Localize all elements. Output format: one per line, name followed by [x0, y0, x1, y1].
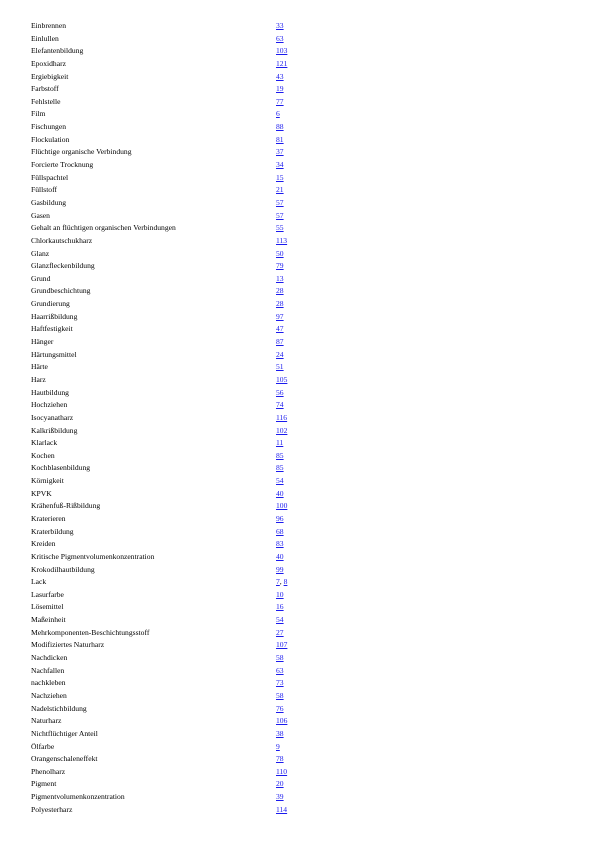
index-term: Kraterbildung — [31, 526, 74, 536]
index-term: Orangenschaleneffekt — [31, 754, 98, 764]
index-entry — [0, 361, 595, 374]
page-link[interactable]: 99 — [276, 564, 284, 574]
index-entry — [0, 778, 595, 791]
index-pages — [276, 273, 284, 286]
page-link[interactable]: 38 — [276, 728, 284, 738]
index-pages — [276, 96, 284, 109]
index-entry — [0, 235, 595, 248]
index-entry — [0, 437, 595, 450]
index-entry — [0, 526, 595, 539]
index-pages — [276, 677, 284, 690]
index-pages — [276, 639, 287, 652]
index-term: KPVK — [31, 488, 52, 498]
index-pages — [276, 146, 284, 159]
index-term: Haftfestigkeit — [31, 324, 73, 334]
index-pages — [276, 450, 284, 463]
index-term: Harz — [31, 374, 46, 384]
index-entry — [0, 71, 595, 84]
index-entry — [0, 627, 595, 640]
index-term: Kritische Pigmentvolumenkonzentration — [31, 551, 155, 561]
index-pages — [276, 804, 287, 817]
page-link[interactable]: 20 — [276, 779, 284, 789]
page-link[interactable]: 19 — [276, 84, 284, 94]
index-entry — [0, 387, 595, 400]
page-link[interactable]: 34 — [276, 160, 284, 170]
index-term: Maßeinheit — [31, 615, 66, 625]
index-entry — [0, 121, 595, 134]
page-link[interactable]: 50 — [276, 248, 284, 258]
page-link[interactable]: 106 — [276, 716, 288, 726]
index-term: Kalkrißbildung — [31, 425, 78, 435]
index-entry — [0, 741, 595, 754]
index-entry — [0, 614, 595, 627]
index-pages — [276, 336, 284, 349]
index-entry — [0, 728, 595, 741]
index-term: Einlullen — [31, 33, 59, 43]
index-term: Epoxidharz — [31, 58, 67, 68]
index-entry — [0, 58, 595, 71]
index-pages — [276, 526, 284, 539]
index-pages — [276, 791, 284, 804]
index-term: Isocyanatharz — [31, 412, 74, 422]
index-entry — [0, 551, 595, 564]
index-entry — [0, 159, 595, 172]
page-separator: , — [279, 577, 284, 587]
index-entry — [0, 134, 595, 147]
index-entry — [0, 108, 595, 121]
index-term: Füllspachtel — [31, 172, 69, 182]
index-entry — [0, 184, 595, 197]
index-pages — [276, 399, 284, 412]
index-term: Hautbildung — [31, 387, 69, 397]
index-entry — [0, 349, 595, 362]
page-link[interactable]: 58 — [276, 653, 284, 663]
index-entry — [0, 538, 595, 551]
index-pages — [276, 210, 284, 223]
index-term: Hochziehen — [31, 400, 68, 410]
index-term: Mehrkomponenten-Beschichtungsstoff — [31, 627, 150, 637]
index-pages — [276, 58, 287, 71]
index-entry — [0, 791, 595, 804]
index-pages — [276, 323, 284, 336]
index-entry — [0, 425, 595, 438]
index-pages — [276, 601, 284, 614]
index-entry — [0, 450, 595, 463]
index-pages — [276, 361, 284, 374]
page-link[interactable]: 57 — [276, 197, 284, 207]
page-link[interactable]: 114 — [276, 804, 288, 814]
page-link[interactable]: 78 — [276, 754, 284, 764]
page-link[interactable]: 81 — [276, 134, 284, 144]
index-pages — [276, 753, 284, 766]
index-term: Flüchtige organische Verbindung — [31, 147, 132, 157]
index-term: Nachdicken — [31, 653, 68, 663]
page-link[interactable]: 74 — [276, 400, 284, 410]
index-entry — [0, 677, 595, 690]
index-pages — [276, 71, 284, 84]
page-link[interactable]: 39 — [276, 792, 284, 802]
page-link[interactable]: 63 — [276, 33, 284, 43]
page-link[interactable]: 54 — [276, 476, 284, 486]
page-link[interactable]: 76 — [276, 703, 284, 713]
index-pages — [276, 627, 284, 640]
index-pages — [276, 538, 284, 551]
page-link[interactable]: 47 — [276, 324, 284, 334]
index-entry — [0, 589, 595, 602]
index-term: Forcierte Trocknung — [31, 160, 94, 170]
index-entry — [0, 652, 595, 665]
page-link[interactable]: 40 — [276, 488, 284, 498]
page-link[interactable]: 107 — [276, 640, 288, 650]
page-link[interactable]: 87 — [276, 337, 284, 347]
index-pages — [276, 665, 284, 678]
page-link[interactable]: 55 — [276, 223, 284, 233]
index-pages — [276, 285, 284, 298]
index-entry — [0, 83, 595, 96]
index-entry — [0, 146, 595, 159]
index-entry — [0, 298, 595, 311]
index-pages — [276, 715, 287, 728]
page-link[interactable]: 27 — [276, 627, 284, 637]
page-link[interactable]: 6 — [276, 109, 280, 119]
page-link[interactable]: 83 — [276, 539, 284, 549]
page-link[interactable]: 7 — [276, 577, 280, 587]
index-term: Kraterieren — [31, 513, 66, 523]
index-term: Fischungen — [31, 122, 67, 132]
index-term: Nachziehen — [31, 690, 67, 700]
index-term: Klarlack — [31, 438, 58, 448]
index-pages — [276, 159, 284, 172]
index-term: Pigment — [31, 779, 57, 789]
index-term: Glanzfleckenbildung — [31, 261, 95, 271]
page-link[interactable]: 37 — [276, 147, 284, 157]
index-entry — [0, 601, 595, 614]
page-link[interactable]: 54 — [276, 615, 284, 625]
index-term: Körnigkeit — [31, 476, 64, 486]
index-entry — [0, 804, 595, 817]
index-term: Krähenfuß-Rißbildung — [31, 501, 101, 511]
index-term: Grundierung — [31, 299, 70, 309]
index-pages — [276, 387, 284, 400]
index-pages — [276, 576, 287, 589]
page-link[interactable]: 116 — [276, 412, 288, 422]
index-term: Polyesterharz — [31, 804, 73, 814]
index-pages — [276, 349, 284, 362]
page-link[interactable]: 68 — [276, 526, 284, 536]
index-pages — [276, 222, 284, 235]
index-entry — [0, 639, 595, 652]
page-link[interactable]: 28 — [276, 299, 284, 309]
index-entry — [0, 96, 595, 109]
index-pages — [276, 20, 284, 33]
index-term: Flockulation — [31, 134, 70, 144]
index-entry — [0, 172, 595, 185]
page-link[interactable]: 79 — [276, 261, 284, 271]
index-pages — [276, 551, 284, 564]
page-link[interactable]: 73 — [276, 678, 284, 688]
index-entry — [0, 45, 595, 58]
index-term: Ergiebigkeit — [31, 71, 69, 81]
index-entry — [0, 273, 595, 286]
index-pages — [276, 766, 287, 779]
index-pages — [276, 121, 284, 134]
index-term: Härte — [31, 362, 48, 372]
index-entry — [0, 197, 595, 210]
index-pages — [276, 248, 284, 261]
index-term: Phenolharz — [31, 766, 66, 776]
index-entry — [0, 210, 595, 223]
index-pages — [276, 475, 284, 488]
index-term: Nachfallen — [31, 665, 65, 675]
index-pages — [276, 513, 284, 526]
page-link[interactable]: 85 — [276, 463, 284, 473]
index-term: Gasen — [31, 210, 50, 220]
index-pages — [276, 652, 284, 665]
index-entry — [0, 248, 595, 261]
index-pages — [276, 462, 284, 475]
index-pages — [276, 778, 284, 791]
page-link[interactable]: 28 — [276, 286, 284, 296]
index-pages — [276, 690, 284, 703]
index-entry — [0, 374, 595, 387]
index-pages — [276, 45, 287, 58]
index-entry — [0, 20, 595, 33]
index-entry — [0, 690, 595, 703]
page-link[interactable]: 9 — [276, 741, 280, 751]
page-link[interactable]: 8 — [283, 577, 288, 587]
index-term: Kreiden — [31, 539, 56, 549]
index-entry — [0, 311, 595, 324]
index-term: Glanz — [31, 248, 50, 258]
index-pages — [276, 564, 284, 577]
index-term: Gasbildung — [31, 197, 67, 207]
index-list — [0, 20, 595, 816]
index-entry — [0, 766, 595, 779]
index-pages — [276, 108, 280, 121]
index-term: Modifiziertes Naturharz — [31, 640, 105, 650]
index-pages — [276, 589, 284, 602]
page-link[interactable]: 105 — [276, 374, 288, 384]
index-pages — [276, 298, 284, 311]
index-term: Lasurfarbe — [31, 589, 64, 599]
page-link[interactable]: 13 — [276, 273, 284, 283]
index-term: Elefantenbildung — [31, 46, 84, 56]
index-pages — [276, 500, 287, 513]
index-entry — [0, 488, 595, 501]
page-link[interactable]: 15 — [276, 172, 284, 182]
index-term: Lösemittel — [31, 602, 64, 612]
index-pages — [276, 311, 284, 324]
index-entry — [0, 500, 595, 513]
index-term: Hänger — [31, 337, 54, 347]
index-entry — [0, 412, 595, 425]
page-link[interactable]: 121 — [276, 58, 288, 68]
index-term: nachkleben — [31, 678, 66, 688]
page-link[interactable]: 56 — [276, 387, 284, 397]
index-term: Ölfarbe — [31, 741, 55, 751]
index-pages — [276, 83, 284, 96]
index-term: Füllstoff — [31, 185, 58, 195]
index-term: Pigmentvolumenkonzentration — [31, 792, 125, 802]
index-term: Einbrennen — [31, 21, 67, 30]
index-entry — [0, 513, 595, 526]
page-link[interactable]: 43 — [276, 71, 284, 81]
page-link[interactable]: 58 — [276, 690, 284, 700]
index-entry — [0, 260, 595, 273]
index-entry — [0, 665, 595, 678]
index-term: Haarrißbildung — [31, 311, 78, 321]
index-entry — [0, 285, 595, 298]
index-entry — [0, 399, 595, 412]
page-link[interactable]: 11 — [276, 438, 284, 448]
index-entry — [0, 576, 595, 589]
index-term: Fehlstelle — [31, 96, 61, 106]
page-link[interactable]: 21 — [276, 185, 284, 195]
index-term: Film — [31, 109, 46, 119]
index-term: Farbstoff — [31, 84, 59, 94]
index-pages — [276, 614, 284, 627]
index-term: Gehalt an flüchtigen organischen Verbindungen — [31, 223, 176, 233]
index-pages — [276, 703, 284, 716]
index-term: Nichtflüchtiger Anteil — [31, 728, 98, 738]
index-pages — [276, 425, 287, 438]
index-term: Grundbeschichtung — [31, 286, 91, 296]
page-link[interactable]: 77 — [276, 96, 284, 106]
page-link[interactable]: 97 — [276, 311, 284, 321]
page-link[interactable]: 113 — [276, 235, 288, 245]
page-link[interactable]: 110 — [276, 766, 288, 776]
index-pages — [276, 728, 284, 741]
page-link[interactable]: 103 — [276, 46, 288, 56]
page-link[interactable]: 100 — [276, 501, 288, 511]
page-link[interactable]: 85 — [276, 450, 284, 460]
index-entry — [0, 33, 595, 46]
index-entry — [0, 564, 595, 577]
index-pages — [276, 33, 284, 46]
page-link[interactable]: 33 — [276, 21, 284, 30]
index-pages — [276, 260, 284, 273]
page-link[interactable]: 57 — [276, 210, 284, 220]
page-link[interactable]: 96 — [276, 513, 284, 523]
index-entry — [0, 753, 595, 766]
index-term: Grund — [31, 273, 51, 283]
index-pages — [276, 235, 287, 248]
index-term: Nadelstichbildung — [31, 703, 87, 713]
index-term: Krokodilhautbildung — [31, 564, 95, 574]
page-link[interactable]: 24 — [276, 349, 284, 359]
index-entry — [0, 336, 595, 349]
index-pages — [276, 488, 284, 501]
index-pages — [276, 197, 284, 210]
index-pages — [276, 412, 287, 425]
index-term: Lack — [31, 577, 47, 587]
index-entry — [0, 475, 595, 488]
index-pages — [276, 437, 283, 450]
index-pages — [276, 172, 284, 185]
index-entry — [0, 462, 595, 475]
page-link[interactable]: 40 — [276, 551, 284, 561]
index-pages — [276, 374, 287, 387]
page-link[interactable]: 63 — [276, 665, 284, 675]
index-entry — [0, 715, 595, 728]
index-term: Chlorkautschukharz — [31, 235, 93, 245]
page-link[interactable]: 102 — [276, 425, 288, 435]
page-link[interactable]: 16 — [276, 602, 284, 612]
index-pages — [276, 134, 284, 147]
index-term: Kochblasenbildung — [31, 463, 91, 473]
index-term: Härtungsmittel — [31, 349, 77, 359]
index-pages — [276, 184, 284, 197]
index-pages — [276, 741, 280, 754]
page-link[interactable]: 51 — [276, 362, 284, 372]
index-entry — [0, 703, 595, 716]
index-entry — [0, 222, 595, 235]
index-term: Kochen — [31, 450, 55, 460]
page-link[interactable]: 88 — [276, 122, 284, 132]
index-term: Naturharz — [31, 716, 62, 726]
index-entry — [0, 323, 595, 336]
page-link[interactable]: 10 — [276, 589, 284, 599]
